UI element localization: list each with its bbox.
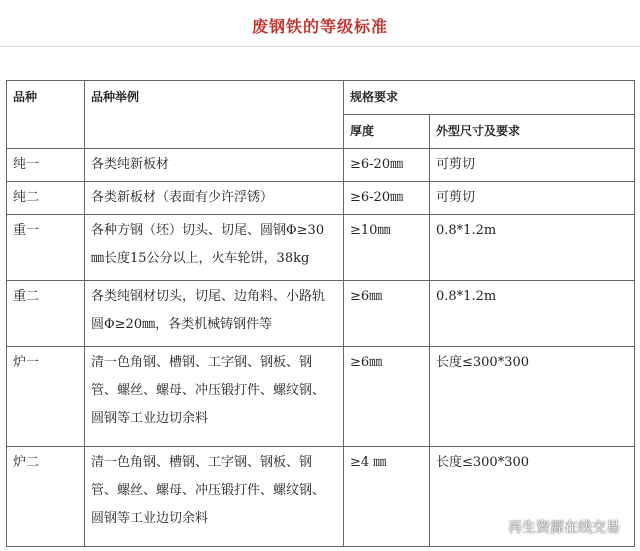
cell-thickness: ≥6㎜ [344,347,430,447]
cell-example: 各类纯钢材切头，切尾、边角料、小路轨圆Φ≥20㎜，各类机械铸钢件等 [85,281,344,347]
cell-example: 各类纯新板材 [85,149,344,182]
header-spec: 规格要求 [344,81,635,115]
cell-example: 清一色角钢、槽钢、工字钢、钢板、钢管、螺丝、螺母、冲压锻打件、螺纹钢、圆钢等工业边切余料 [85,347,344,447]
cell-thickness: ≥6-20㎜ [344,149,430,182]
grade-standard-table [6,80,635,547]
table-row [7,281,635,347]
table-row [7,182,635,215]
cell-variety: 炉一 [7,347,85,447]
table-row [7,215,635,281]
table-row [7,347,635,447]
cell-example: 清一色角钢、槽钢、工字钢、钢板、钢管、螺丝、螺母、冲压锻打件、螺纹钢、圆钢等工业边切余料 [85,447,344,547]
cell-dimension: 0.8*1.2m [430,215,635,281]
cell-thickness: ≥6㎜ [344,281,430,347]
cell-example: 各种方钢（坯）切头、切尾、圆钢Φ≥30㎜长度15公分以上，火车轮饼，38kg [85,215,344,281]
cell-dimension: 长度≤300*300 [430,347,635,447]
cell-example: 各类新板材（表面有少许浮锈） [85,182,344,215]
header-example: 品种举例 [85,81,344,149]
cell-thickness: ≥4 ㎜ [344,447,430,547]
cell-dimension: 可剪切 [430,182,635,215]
header-thickness: 厚度 [344,115,430,149]
cell-dimension: 可剪切 [430,149,635,182]
cell-variety: 重二 [7,281,85,347]
watermark-text: 再生资源在线交易 [508,520,620,536]
cell-variety: 炉二 [7,447,85,547]
page-title: 废钢铁的等级标准 [251,17,388,36]
cell-dimension: 长度≤300*300 [430,447,635,547]
title-divider [0,46,640,47]
cell-dimension: 0.8*1.2m [430,281,635,347]
watermark [480,517,620,537]
table-row [7,149,635,182]
header-variety: 品种 [7,81,85,149]
cell-variety: 重一 [7,215,85,281]
cell-thickness: ≥6-20㎜ [344,182,430,215]
header-dimension: 外型尺寸及要求 [430,115,635,149]
cell-variety: 纯二 [7,182,85,215]
cell-variety: 纯一 [7,149,85,182]
wechat-icon [480,518,502,536]
cell-thickness: ≥10㎜ [344,215,430,281]
